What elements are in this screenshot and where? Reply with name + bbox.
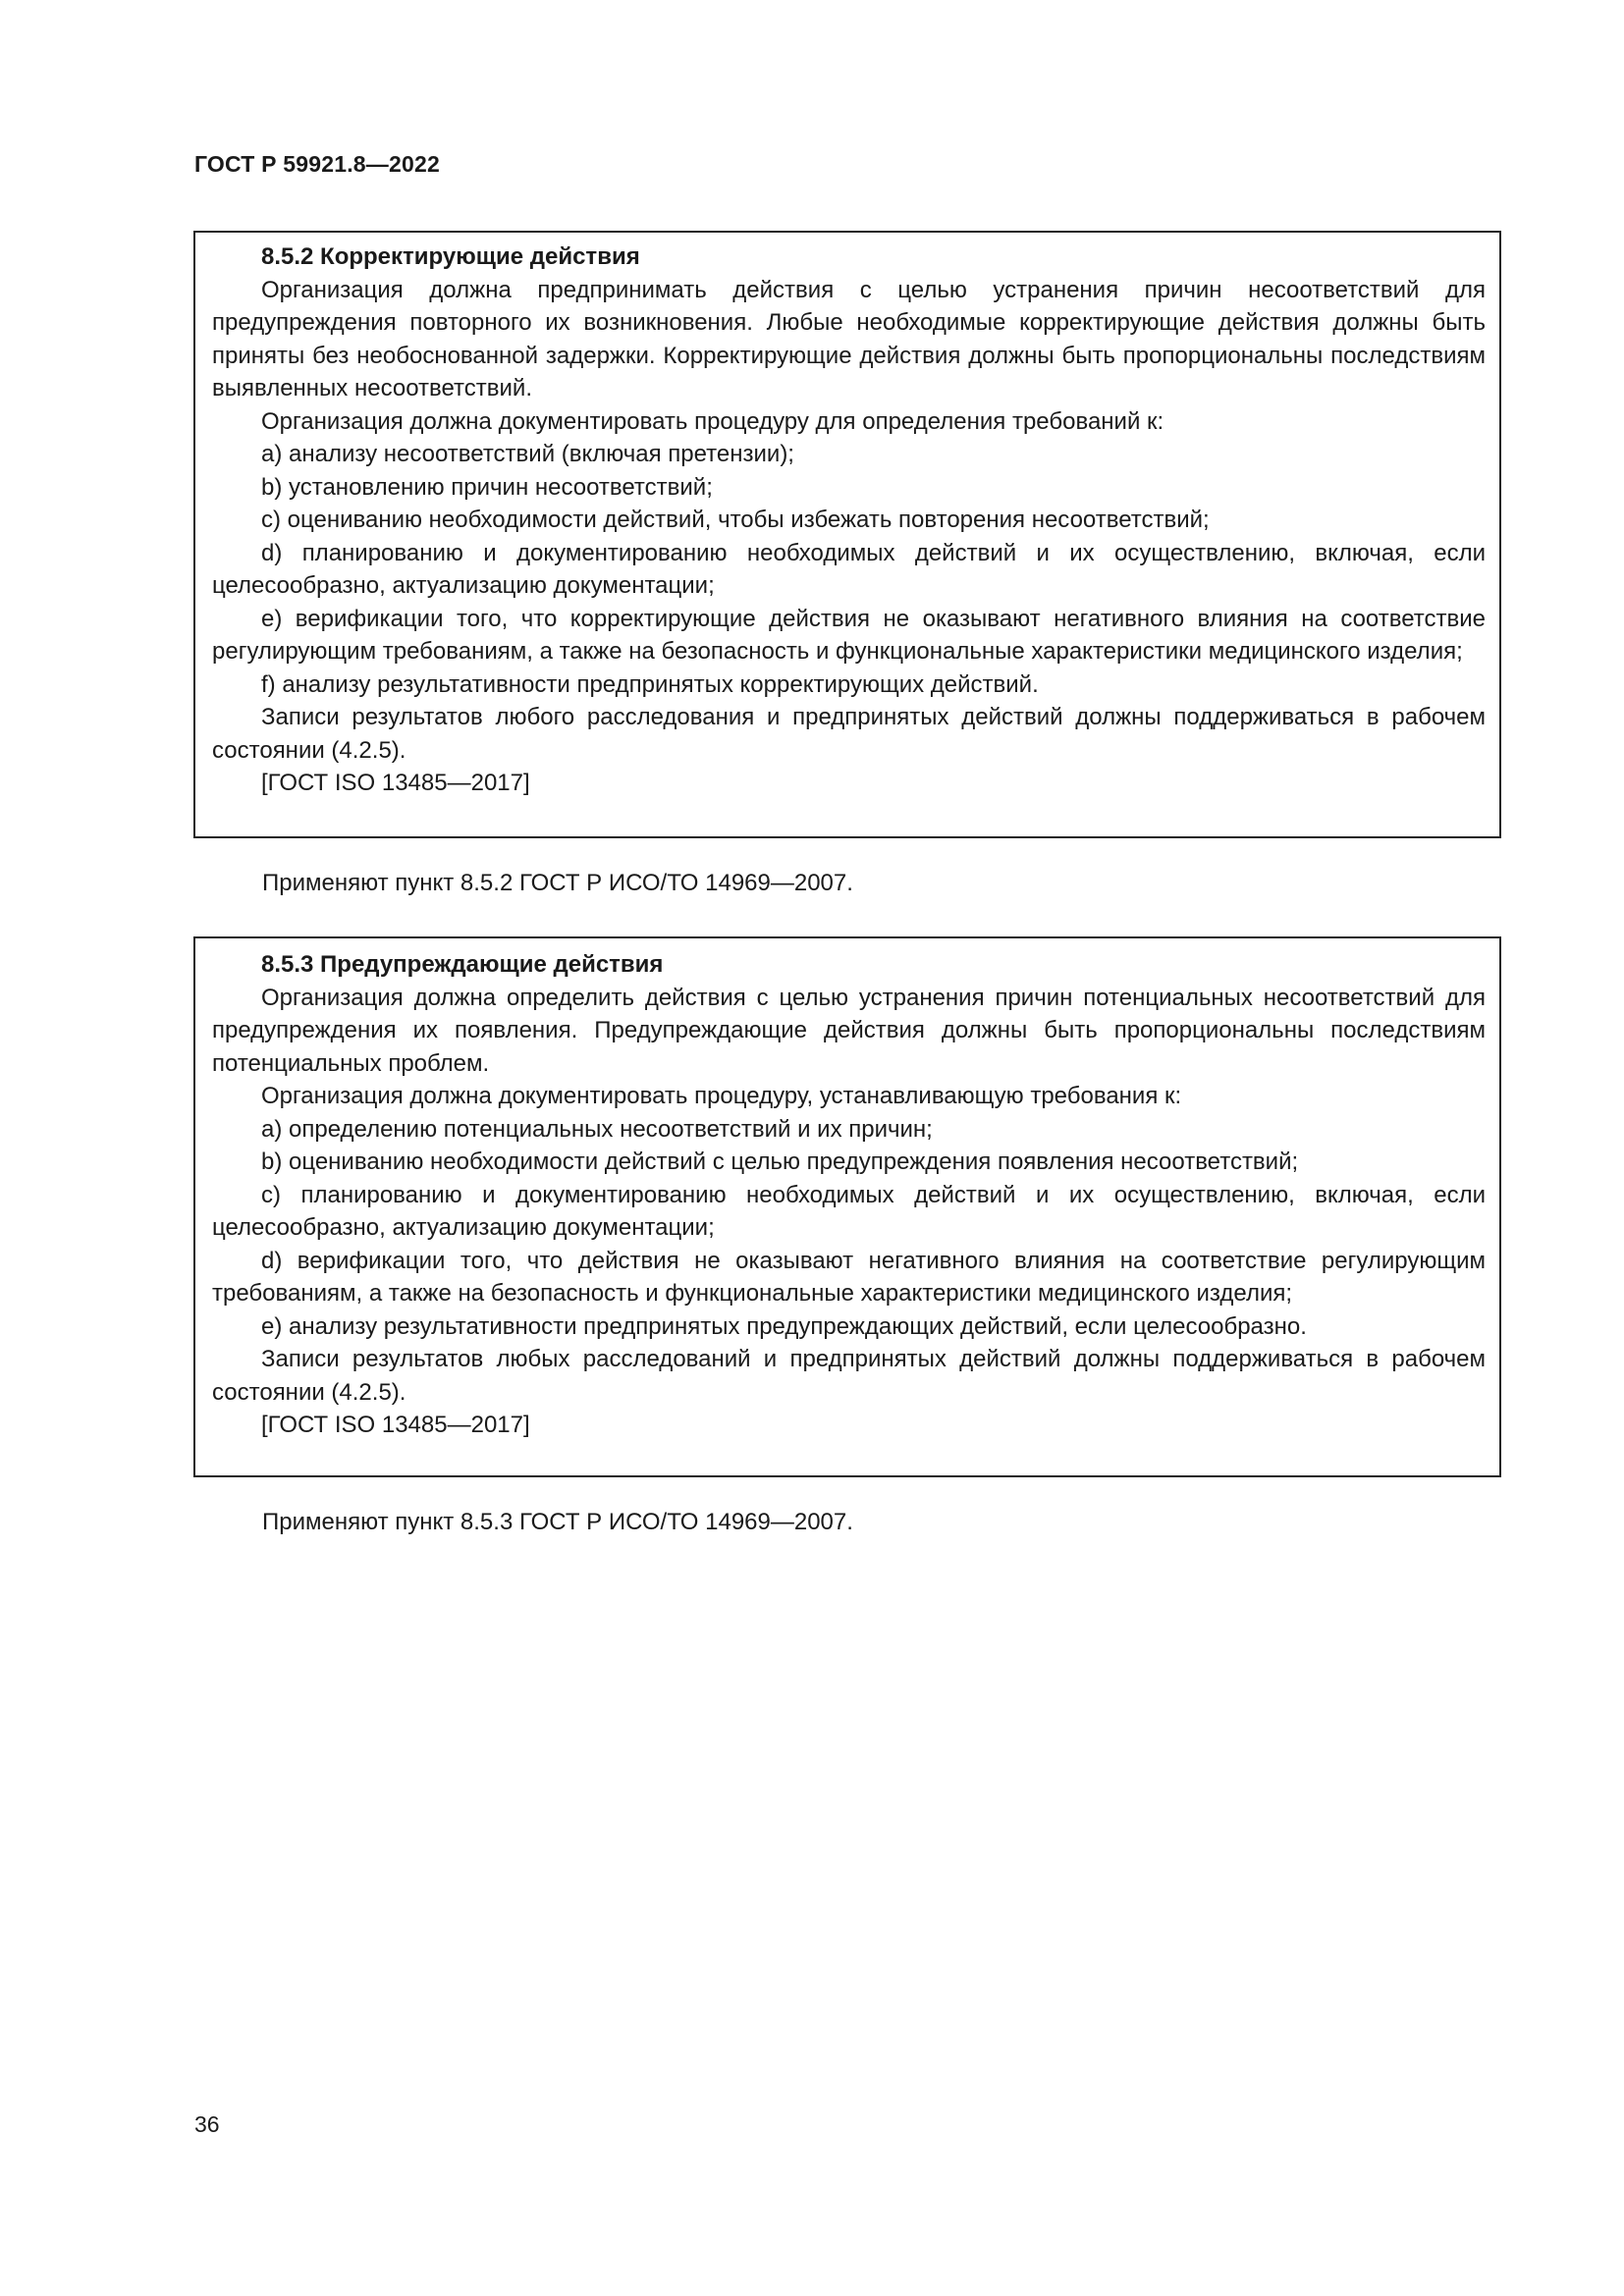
list-item-e: e) верификации того, что корректирующие действия не оказывают негативного влияния на соответствие регулирующим требованиям, а также на безопасность и функциональные характеристики медицинского изделия; [212,605,1486,665]
quote-box-8-5-3 [193,936,1501,1477]
list-item-f: f) анализу результативности предпринятых корректирующих действий. [261,670,1039,698]
document-header: ГОСТ Р 59921.8—2022 [194,151,440,177]
paragraph-intro: Организация должна определить действия с целью устранения причин потенциальных несоответствий для предупреждения их появления. Предупреждающие действия должны быть пропорциональны последствиям потенциальных проблем. [212,984,1486,1077]
source-reference: [ГОСТ ISO 13485—2017] [261,1412,530,1438]
list-item-e: e) анализу результативности предпринятых предупреждающих действий, если целесообразно. [261,1312,1307,1340]
paragraph-records: Записи результатов любого расследования и предпринятых действий должны поддерживаться в рабочем состоянии (4.2.5). [212,704,1486,764]
list-item-c: c) планированию и документированию необходимых действий и их осуществлению, включая, если целесообразно, актуализацию документации; [212,1181,1486,1241]
list-item-c: c) оцениванию необходимости действий, чтобы избежать повторения несоответствий; [261,507,1210,533]
page-number: 36 [194,2111,220,2137]
list-item-a: a) определению потенциальных несоответствий и их причин; [261,1115,933,1143]
paragraph-intro: Организация должна предпринимать действия с целью устранения причин несоответствий для предупреждения повторного их возникновения. Любые необходимые корректирующие действия должны быть приняты без необоснованной задержки. Корректирующие действия должны быть пропорциональны последствиям выявленных несоответствий. [212,276,1486,401]
list-item-d: d) верификации того, что действия не оказывают негативного влияния на соответствие регулирующим требованиям, а также на безопасность и функциональные характеристики медицинского изделия; [212,1247,1486,1307]
note-8-5-2: Применяют пункт 8.5.2 ГОСТ Р ИСО/ТО 14969—2007. [262,870,853,896]
source-reference: [ГОСТ ISO 13485—2017] [261,770,530,796]
list-item-d: d) планированию и документированию необходимых действий и их осуществлению, включая, если целесообразно, актуализацию документации; [212,539,1486,599]
paragraph-procedure: Организация должна документировать процедуру для определения требований к: [261,407,1164,435]
quote-box-8-5-2 [193,231,1501,838]
list-item-a: a) анализу несоответствий (включая претензии); [261,441,794,467]
list-item-b: b) оцениванию необходимости действий с целью предупреждения появления несоответствий; [261,1148,1299,1175]
section-title-8-5-3: 8.5.3 Предупреждающие действия [261,951,664,978]
paragraph-procedure: Организация должна документировать процедуру, устанавливающую требования к: [261,1083,1182,1109]
note-8-5-3: Применяют пункт 8.5.3 ГОСТ Р ИСО/ТО 14969—2007. [262,1509,853,1535]
paragraph-records: Записи результатов любых расследований и предпринятых действий должны поддерживаться в рабочем состоянии (4.2.5). [212,1346,1486,1406]
section-title-8-5-2: 8.5.2 Корректирующие действия [261,243,640,270]
list-item-b: b) установлению причин несоответствий; [261,473,713,501]
